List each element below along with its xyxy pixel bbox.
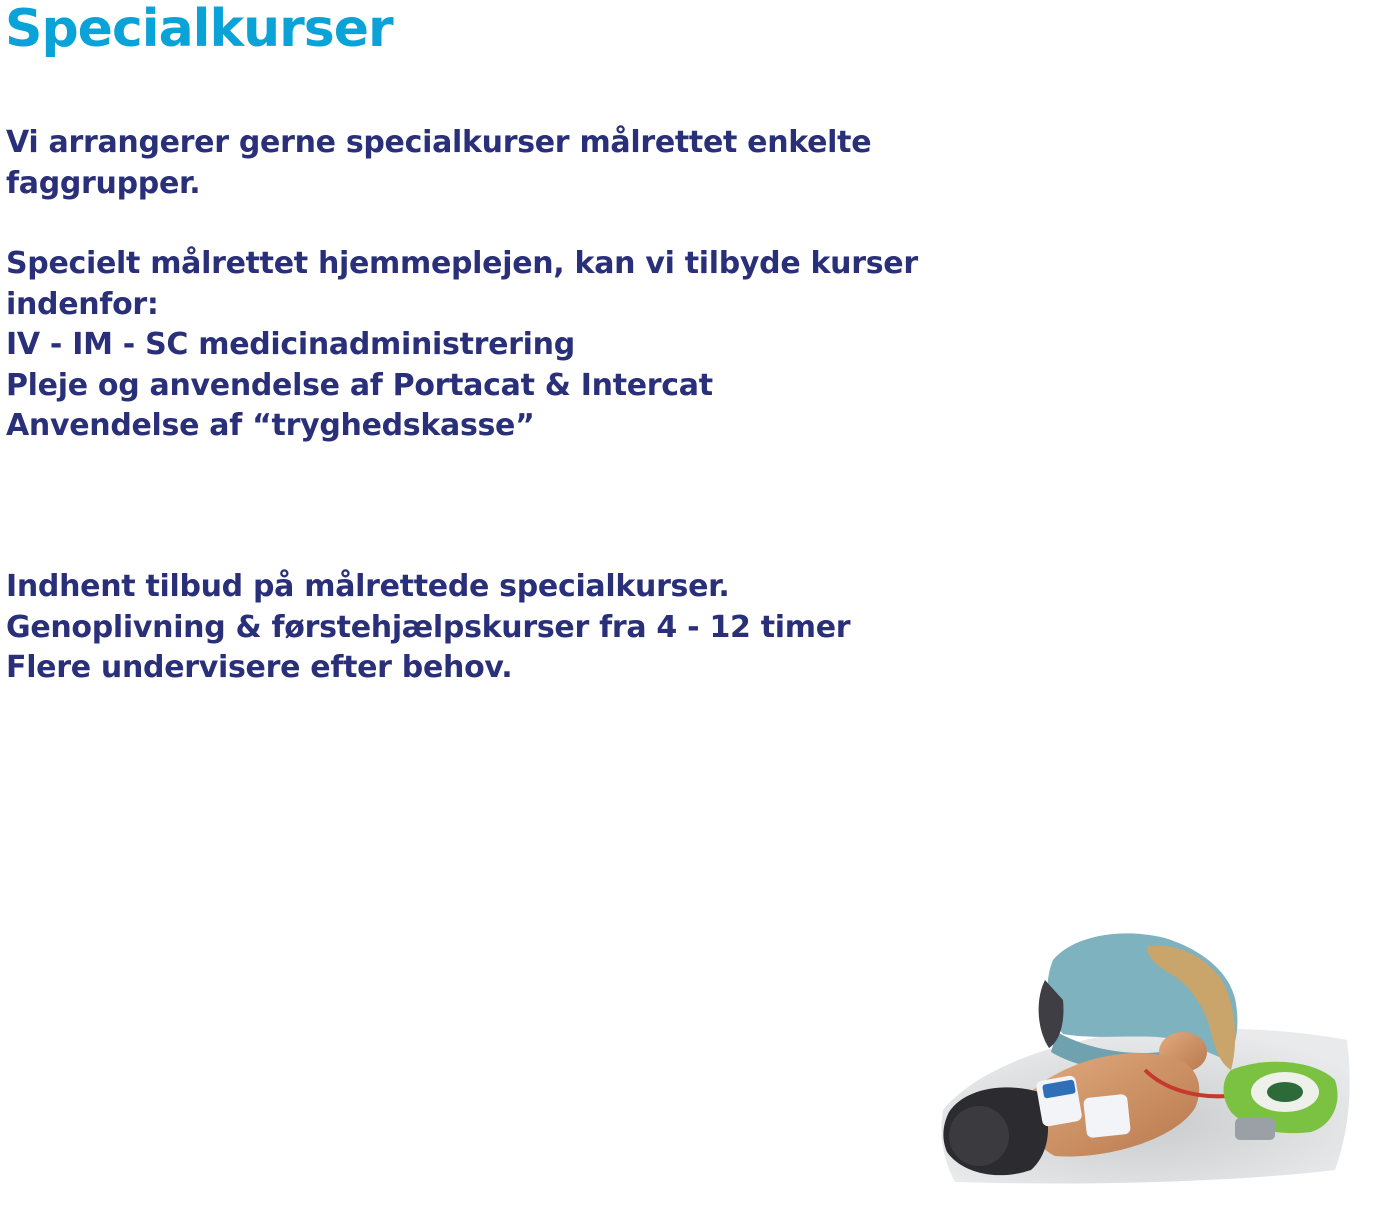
offer-line: Flere undervisere efter behov. (6, 650, 513, 686)
offer-line: Indhent tilbud på målrettede specialkurser. (6, 569, 730, 604)
homecare-line: Specielt målrettet hjemmeplejen, kan vi tilbyde kurser (6, 246, 918, 281)
page-title: Specialkurser (5, 0, 393, 59)
cpr-training-photo (935, 920, 1365, 1190)
intro-line: faggrupper. (6, 165, 201, 201)
offer-paragraph (6, 567, 850, 689)
homecare-paragraph (6, 244, 918, 447)
offer-line: Genoplivning & førstehjælpskurser fra 4 - 12 timer (6, 609, 851, 645)
course-item-portacat: Pleje og anvendelse af Portacat & Intercat (6, 367, 713, 403)
intro-paragraph (6, 123, 871, 204)
intro-line: Vi arrangerer gerne specialkurser målrettet enkelte (6, 125, 872, 160)
course-item-medication: IV - IM - SC medicinadministrering (6, 327, 575, 363)
homecare-line: indenfor: (6, 286, 159, 322)
course-item-safety-box: Anvendelse af “tryghedskasse” (6, 408, 535, 444)
